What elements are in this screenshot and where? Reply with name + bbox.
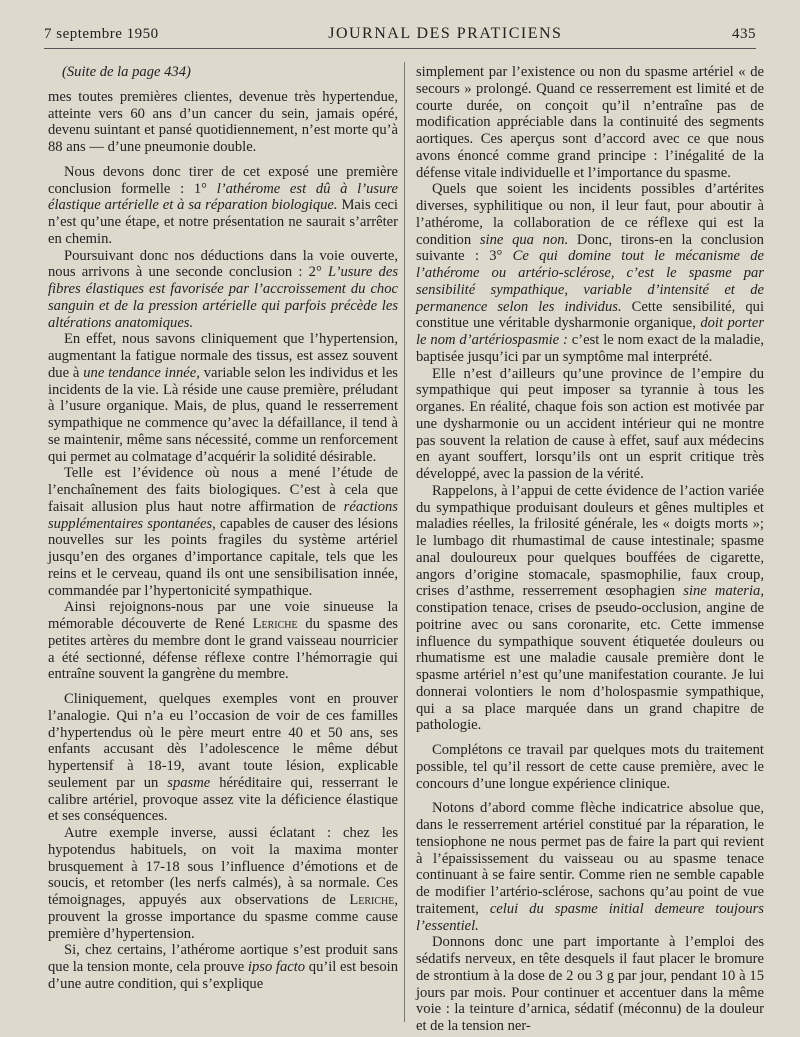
header-date: 7 septembre 1950 — [44, 25, 159, 42]
paragraph: Rappelons, à l’appui de cette évidence de l’action variée du sympathique produisant douleurs et gênes multiples et maladies réelles, la frilosité générale, les « doigts morts »; le lumbago dit rhumastimal de cause intestinale; spasme anal douloureux pour quelques bouffées de cigarette, angors d’origine stomacale, spasmophilie, faux croup, crises d’asthme, resserrement œsophagien sine materia, constipation tenace, crises de pseudo-occlusion, angine de poitrine avec ou sans coronarite, etc. Cette immense influence du sympathique souvent étiquetée douleurs ou rhumatisme est une maladie causale première dont le spasme artériel n’est qu’une manifestation courante. Je lui donnerai volontiers le nom d’holospasmie sympathique, qui a sa place marquée dans un grand chapitre de pathologie. — [416, 482, 764, 734]
paragraph: Elle n’est d’ailleurs qu’une province de l’empire du sympathique qui peut imposer sa tyrannie à tous les organes. En réalité, chaque fois son action est motivée par une dysharmonie ou un accident intérieur qui ne montre pas souvent la relation de cause à effet, sauf aux médecins en ayant souffert, lorsqu’ils ont un esprit critique très développé, avec la passion de la vérité. — [416, 365, 764, 482]
left-column — [48, 64, 398, 993]
paragraph: Ainsi rejoignons-nous par une voie sinueuse la mémorable découverte de René Leriche du spasme des petites artères du membre dont le grand vaisseau nourricier a été sectionné, défense réflexe contre l’hémorragie qui entraîne souvent la gangrène du membre. — [48, 599, 398, 683]
paragraph: simplement par l’existence ou non du spasme artériel « de secours » prolongé. Quand ce resserrement est limité et de courte durée, on conçoit qu’il n’entraîne pas de modification appréciable dans la continuité des segments aortiques. Ces aperçus sont d’accord avec ce que nous avons énoncé comme grand principe : l’inégalité de la défense vitale individuelle et l’importance du spasme. — [416, 64, 764, 181]
header-rule — [44, 48, 756, 49]
paragraph: Cliniquement, quelques exemples vont en prouver l’analogie. Qui n’a eu l’occasion de voir de ces familles d’hypertendus où le père meurt entre 40 et 50 ans, ses enfants accusant dès l’adolescence le même début hypertensif à 18-19, avant toute lésion, explicable seulement par un spasme héréditaire qui, resserrant le calibre artériel, provoque assez vite la déficience élastique et ses conséquences. — [48, 691, 399, 825]
paragraph: Si, chez certains, l’athérome aortique s’est produit sans que la tension monte, cela prouve ipso facto qu’il est besoin d’une autre condition, qui s’explique — [48, 942, 398, 992]
paragraph: Telle est l’évidence où nous a mené l’étude de l’enchaînement des faits biologiques. C’est à cela que faisait allusion plus haut notre affirmation de réactions supplémentaires spontanées, capables de causer des lésions nouvelles sur les points fragiles du système artériel jusqu’en des organes d’importance capitale, tels que les reins et le cerveau, quand ils ont une sensibilisation innée, commandée par l’hypertonicité sympathique. — [48, 465, 399, 599]
page-header — [44, 20, 756, 48]
paragraph: Donnons donc une part importante à l’emploi des sédatifs nerveux, en tête desquels il faut placer le bromure de strontium à la dose de 2 ou 3 g par jour, pendant 10 à 15 jours par mois. Pour continuer et accentuer dans la même voie : la teinture d’arnica, sédatif (méconnu) de la douleur et de la tension ner- — [416, 934, 764, 1034]
continuation-note: (Suite de la page 434) — [62, 64, 191, 80]
paragraph: Notons d’abord comme flèche indicatrice absolue que, dans le resserrement artériel constitué par la réparation, le tensiophone ne nous permet pas de faire la part qui revient à l’épaississement du vaisseau ou au spasme tenace continuant à se faire sentir. Comme rien ne semble capable de modifier l’artério-sclérose, sachons qu’au point de vue traitement, celui du spasme initial demeure toujours l’essentiel. — [416, 800, 764, 934]
paragraph: Quels que soient les incidents possibles d’artérites diverses, syphilitique ou non, il leur faut, pour aboutir à l’athérome, la collaboration de ce réflexe qui est la condition sine qua non. Donc, tirons-en la conclusion suivante : 3° Ce qui domine tout le mécanisme de l’athérome ou artério-sclérose, c’est le spasme par sensibilité sympathique, variable d’intensité et de permanence selon les individus. Cette sensibilité, qui constitue une véritable dysharmonie organique, doit porter le nom d’artériospasmie : c’est le nom exact de la maladie, baptisée jusqu’ici par un symptôme mal interprété. — [416, 181, 764, 365]
header-page-number: 435 — [732, 25, 756, 42]
header-journal-title: JOURNAL DES PRATICIENS — [328, 25, 563, 42]
right-column — [416, 64, 764, 1035]
paragraph: Complétons ce travail par quelques mots du traitement possible, tel qu’il ressort de cette cause première, avec le concours d’une longue expérience clinique. — [416, 742, 764, 792]
column-divider — [404, 62, 405, 1022]
paragraph: Autre exemple inverse, aussi éclatant : chez les hypotendus habituels, on voit la maxima monter brusquement à 17-18 sous l’influence d’émotions et de soucis, et retomber (les nerfs calmés), à sa normale. Ces témoignages, appuyés aux observations de Leriche, prouvent la grosse importance du spasme comme cause première d’hypertension. — [48, 825, 398, 942]
paragraph: Nous devons donc tirer de cet exposé une première conclusion formelle : 1° l’athérome est dû à l’usure élastique artérielle et à sa réparation biologique. Mais ceci n’est qu’une étape, et notre présentation ne saurait s’arrêter en chemin. — [48, 163, 398, 247]
paragraph: En effet, nous savons cliniquement que l’hypertension, augmentant la fatigue normale des tissus, est assez souvent due à une tendance innée, variable selon les individus et les incidents de la vie. Là réside une cause première, préludant à l’usure organique. Mais, de plus, quand le resserrement sympathique ne commence qu’avec la défaillance, il tend à se maintenir, même sans nécessité, comme un renforcement qui permet au colmatage d’acquérir la solidité désirable. — [48, 331, 398, 465]
paragraph: Poursuivant donc nos déductions dans la voie ouverte, nous arrivons à une seconde conclusion : 2° L’usure des fibres élastiques est favorisée par l’accroissement du choc sanguin et de la pression artérielle qui parfois précède les altérations anatomiques. — [48, 247, 398, 331]
paragraph: mes toutes premières clientes, devenue très hypertendue, atteinte vers 60 ans d’un cancer du sein, jamais opéré, devenu suintant et pansé quotidiennement, n’est morte qu’à 88 ans — d’une pneumonie double. — [48, 88, 398, 155]
